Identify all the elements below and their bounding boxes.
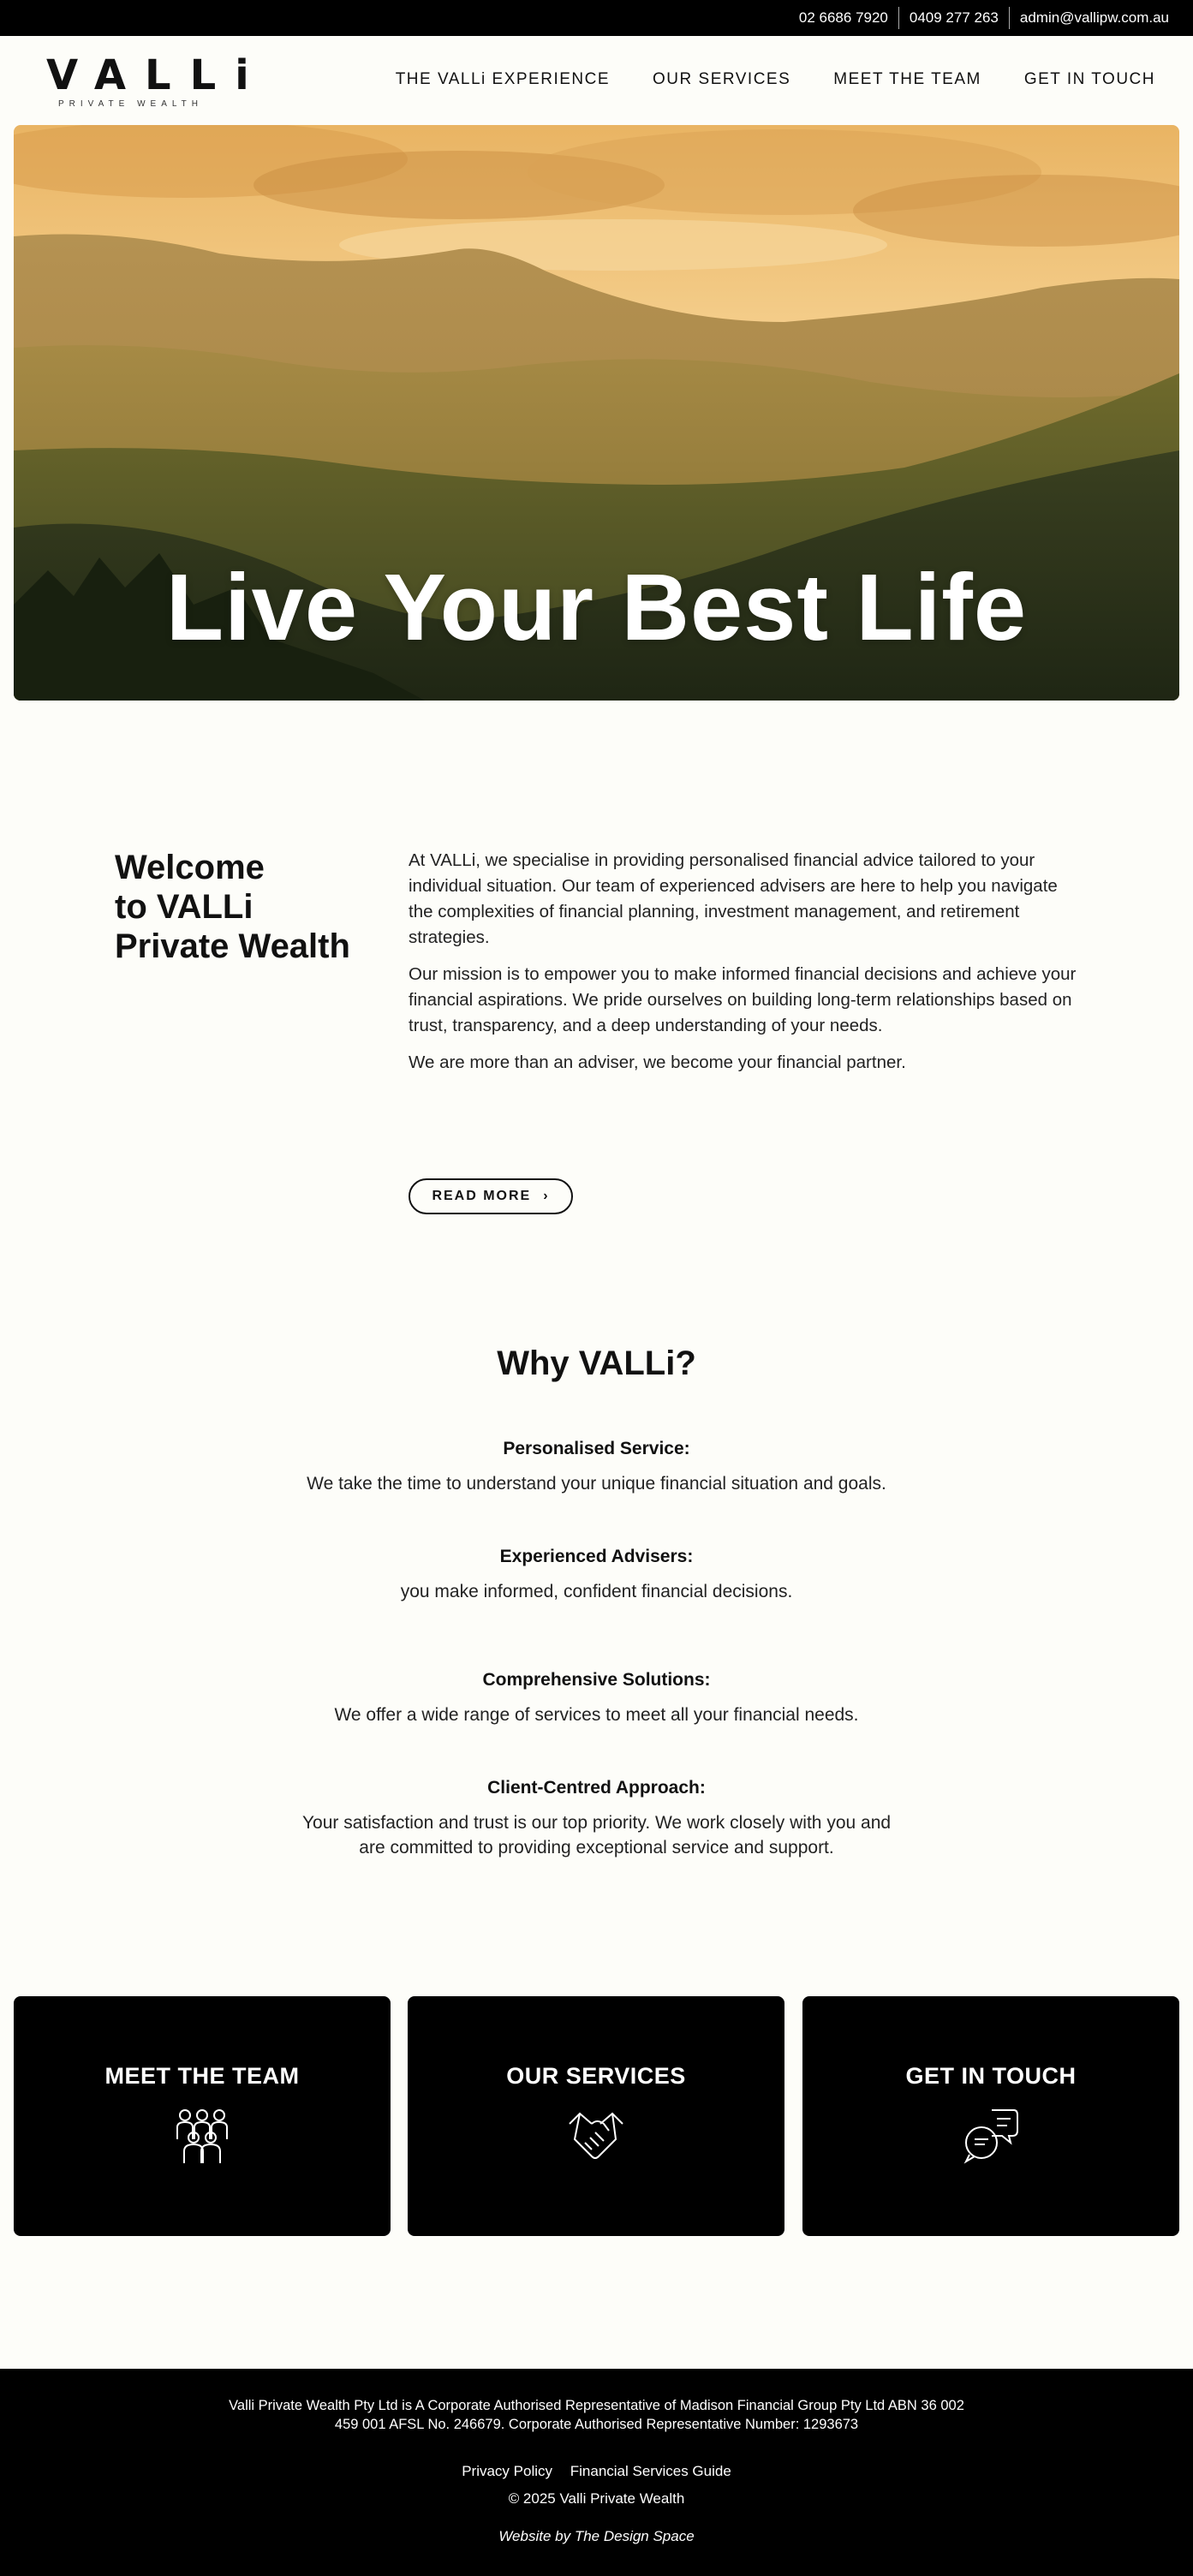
chat-bubbles-icon xyxy=(961,2105,1021,2165)
why-valli-heading: Why VALLi? xyxy=(497,1345,696,1382)
privacy-policy-link[interactable]: Privacy Policy xyxy=(462,2463,553,2479)
footer-links xyxy=(0,2463,1193,2480)
our-services-card[interactable] xyxy=(408,1996,784,2236)
nav-meet-the-team[interactable]: MEET THE TEAM xyxy=(833,70,981,88)
nav-get-in-touch[interactable]: GET IN TOUCH xyxy=(1023,70,1155,88)
card-label: GET IN TOUCH xyxy=(905,2063,1077,2089)
logo-wordmark: VALLi xyxy=(46,51,268,99)
why-item-client-centred xyxy=(0,1778,1193,1860)
main-nav xyxy=(396,70,1155,89)
welcome-paragraph: We are more than an adviser, we become your financial partner. xyxy=(409,1052,906,1072)
nav-valli-experience[interactable]: THE VALLi EXPERIENCE xyxy=(395,70,611,88)
handshake-icon xyxy=(566,2105,626,2165)
read-more-label: READ MORE xyxy=(432,1189,532,1203)
phone-link-2[interactable]: 0409 277 263 xyxy=(909,9,999,26)
why-item-heading: Comprehensive Solutions: xyxy=(482,1670,711,1690)
why-item-text: Your satisfaction and trust is our top priority. We work closely with you and are committed to providing exceptional service and support. xyxy=(301,1813,892,1857)
email-link[interactable]: admin@vallipw.com.au xyxy=(1019,9,1169,26)
footer-copyright: © 2025 Valli Private Wealth xyxy=(508,2490,685,2507)
welcome-heading-line2: to VALLi xyxy=(115,888,254,926)
read-more-button[interactable] xyxy=(409,1178,573,1214)
why-item-comprehensive xyxy=(0,1670,1193,1727)
card-label: MEET THE TEAM xyxy=(104,2063,300,2089)
why-item-experienced xyxy=(0,1547,1193,1604)
welcome-heading-line3: Private Wealth xyxy=(115,927,350,965)
brand-logo[interactable] xyxy=(46,51,268,109)
why-item-text: you make informed, confident financial decisions. xyxy=(400,1582,793,1601)
why-item-text: We offer a wide range of services to meet all your financial needs. xyxy=(334,1705,859,1725)
nav-our-services[interactable]: OUR SERVICES xyxy=(653,70,791,88)
footer-credit[interactable]: Website by The Design Space xyxy=(498,2528,695,2544)
logo-tagline: PRIVATE WEALTH xyxy=(58,99,204,109)
hero-banner xyxy=(14,125,1179,701)
meet-the-team-card[interactable] xyxy=(14,1996,391,2236)
team-icon xyxy=(172,2105,232,2165)
welcome-heading xyxy=(115,848,389,966)
welcome-body xyxy=(409,848,1085,1087)
footer-disclaimer: Valli Private Wealth Pty Ltd is A Corporate Authorised Representative of Madison Financial Group Pty Ltd ABN 36 002 459 001 AFSL No. 246679. Corporate Authorised Representative Number: 1293673 xyxy=(229,2398,964,2432)
why-item-heading: Client-Centred Approach: xyxy=(487,1778,706,1798)
welcome-paragraph: Our mission is to empower you to make informed financial decisions and achieve your financial aspirations. We pride ourselves on building long-term relationships based on trust, transparency, and a deep understanding of your needs. xyxy=(409,964,1077,1035)
site-header xyxy=(0,36,1193,125)
get-in-touch-card[interactable] xyxy=(802,1996,1179,2236)
financial-services-guide-link[interactable]: Financial Services Guide xyxy=(570,2463,731,2479)
welcome-paragraph: At VALLi, we specialise in providing personalised financial advice tailored to your individual situation. Our team of experienced advisers are here to help you navigate the complexities of financial planning, investment management, and retirement strategies. xyxy=(409,850,1058,947)
welcome-heading-line1: Welcome xyxy=(115,849,265,886)
chevron-right-icon: › xyxy=(543,1189,550,1203)
site-footer xyxy=(0,2369,1193,2576)
why-item-heading: Personalised Service: xyxy=(503,1439,690,1458)
phone-link-1[interactable]: 02 6686 7920 xyxy=(798,9,888,26)
hero-title: Live Your Best Life xyxy=(165,555,1028,660)
why-item-heading: Experienced Advisers: xyxy=(499,1547,694,1566)
card-label: OUR SERVICES xyxy=(506,2063,686,2089)
top-contact-bar xyxy=(0,0,1193,36)
why-item-personalised xyxy=(0,1439,1193,1496)
why-item-text: We take the time to understand your unique financial situation and goals. xyxy=(307,1474,886,1494)
